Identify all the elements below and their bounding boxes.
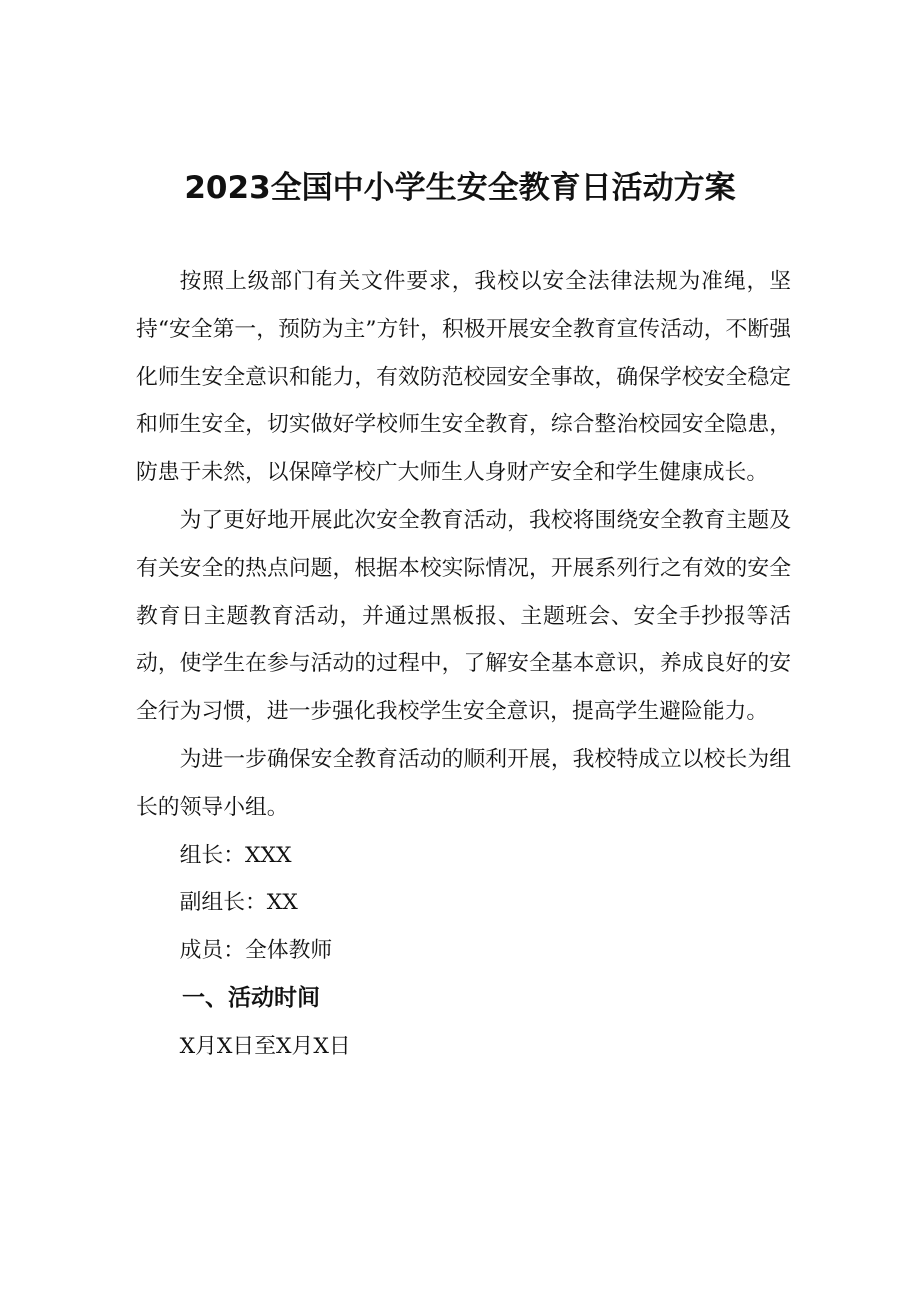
paragraph-activities: 为了更好地开展此次安全教育活动，我校将围绕安全教育主题及有关安全的热点问题，根据本校实际情况，开展系列行之有效的安全教育日主题教育活动，并通过黑板报、主题班会、安全手抄报等活动，使学生在参与活动的过程中，了解安全基本意识，养成良好的安全行为习惯，进一步强化我校学生安全意识，提高学生避险能力。	[136, 507, 791, 725]
team-members: 成员：全体教师	[179, 938, 333, 964]
paragraph-leadership: 为进一步确保安全教育活动的顺利开展，我校特成立以校长为组长的领导小组。	[136, 746, 791, 820]
team-deputy: 副组长：XX	[179, 890, 298, 916]
team-leader: 组长：XXX	[179, 842, 292, 868]
document-body	[136, 258, 791, 1071]
paragraph-intro: 按照上级部门有关文件要求，我校以安全法律法规为准绳，坚持“安全第一，预防为主”方针，积极开展安全教育宣传活动，不断强化师生安全意识和能力，有效防范校园安全事故，确保学校安全稳定和师生安全，切实做好学校师生安全教育，综合整治校园安全隐患，防患于未然，以保障学校广大师生人身财产安全和学生健康成长。	[136, 269, 791, 486]
document-title: 2023全国中小学生安全教育日活动方案	[184, 170, 736, 206]
section-heading-activity-time: 一、活动时间	[182, 984, 320, 1011]
activity-time-value: X月X日至X月X日	[179, 1033, 351, 1059]
